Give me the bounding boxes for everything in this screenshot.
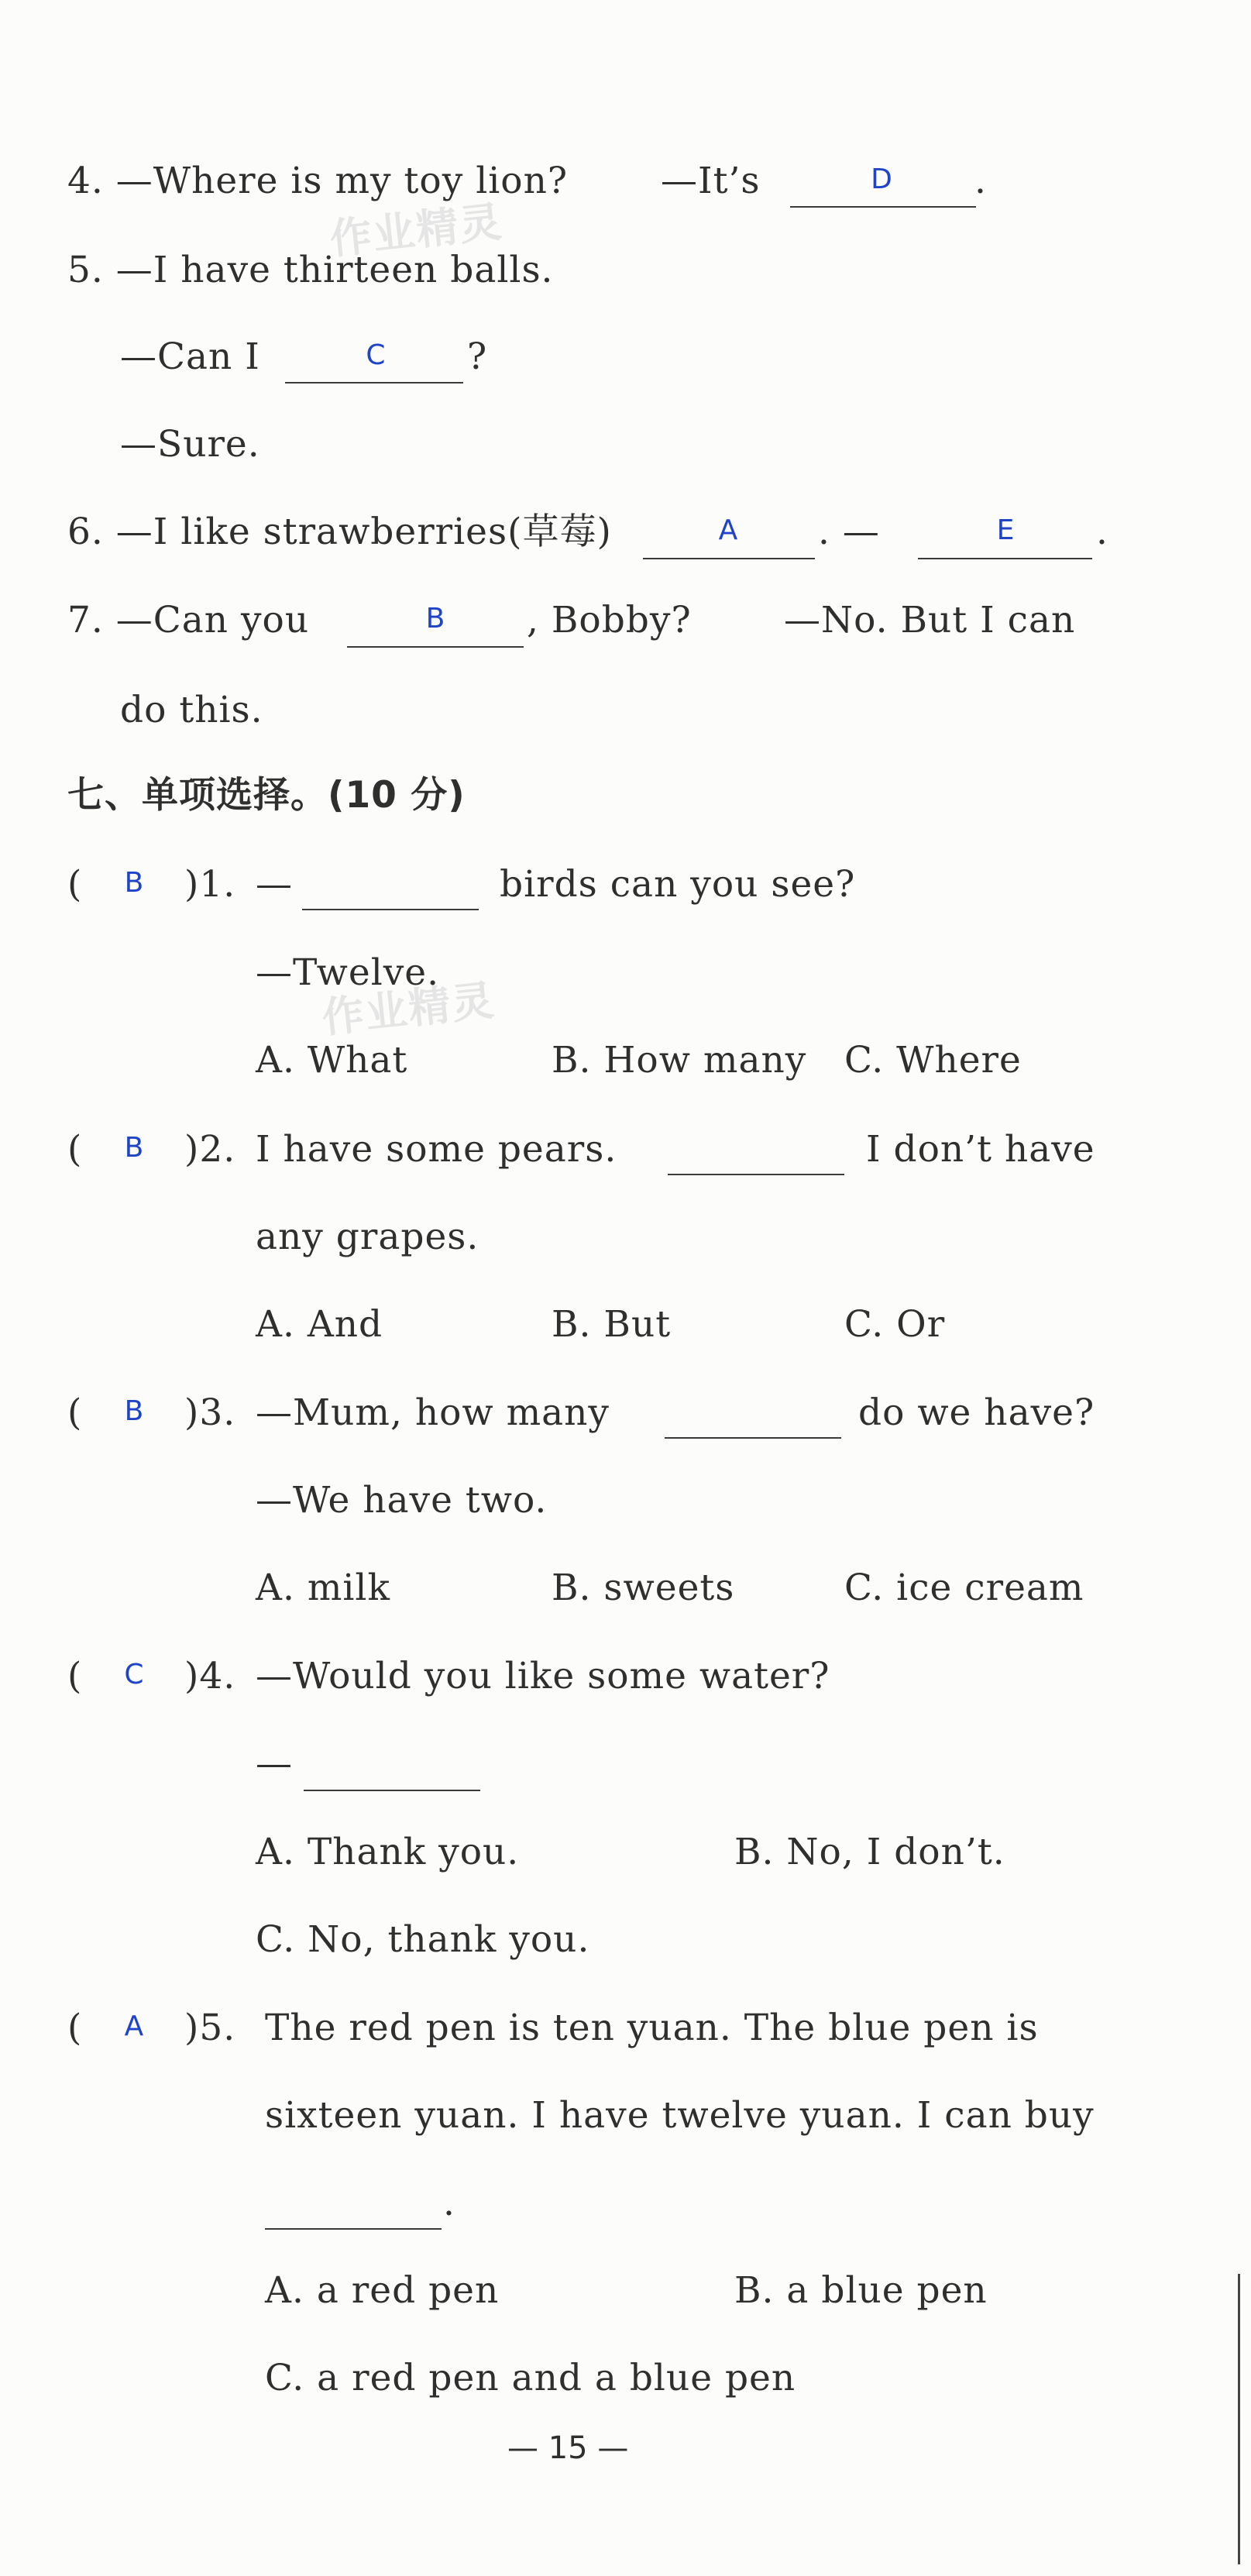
q7-rest: , Bobby? (527, 599, 692, 641)
q4-reply: —It’s (661, 160, 761, 202)
choice-3-option-c: C. ice cream (844, 1567, 1084, 1609)
choice-5-text-a: The red pen is ten yuan. The blue pen is (265, 2007, 1039, 2049)
choice-2-text-b: I don’t have (866, 1128, 1095, 1171)
choice-1-text-b: birds can you see? (500, 863, 856, 906)
choice-1-blank (302, 909, 479, 910)
q4-text: 4. —Where is my toy lion? (67, 160, 569, 202)
q6-end: . (1096, 511, 1108, 553)
choice-4-answer: C (124, 1659, 144, 1690)
page-number: — 15 — (507, 2430, 629, 2466)
q7-text: 7. —Can you (67, 599, 310, 641)
choice-1-option-a: A. What (256, 1039, 408, 1082)
page-edge-line (1238, 2274, 1240, 2564)
choice-1-answer: B (124, 867, 144, 899)
choice-4-line2: — (256, 1742, 293, 1785)
q5-end: ? (467, 335, 488, 378)
choice-4-option-b: B. No, I don’t. (734, 1831, 1005, 1873)
choice-3-number: )3. (184, 1391, 236, 1434)
choice-4-text-a: —Would you like some water? (256, 1655, 830, 1697)
q6-blank-2 (918, 558, 1092, 559)
q7-reply: —No. But I can (784, 599, 1076, 641)
choice-1-option-b: B. How many (552, 1039, 807, 1082)
q5-line1: 5. —I have thirteen balls. (67, 249, 554, 291)
choice-2-paren: ( (67, 1128, 82, 1171)
choice-1-option-c: C. Where (844, 1039, 1022, 1082)
q4-blank (790, 206, 976, 208)
choice-4-option-a: A. Thank you. (256, 1831, 520, 1873)
choice-5-answer: A (124, 2010, 144, 2042)
q6-mid: . — (818, 511, 880, 553)
q5-blank (285, 382, 463, 383)
q5-line3: —Sure. (120, 423, 260, 466)
choice-3-paren: ( (67, 1391, 82, 1434)
choice-3-text-b: do we have? (858, 1391, 1095, 1434)
choice-2-option-b: B. But (552, 1303, 672, 1346)
q6-answer-2: E (996, 514, 1015, 546)
choice-5-line2: sixteen yuan. I have twelve yuan. I can buy (265, 2094, 1095, 2137)
choice-5-paren: ( (67, 2007, 82, 2049)
choice-3-option-b: B. sweets (552, 1567, 735, 1609)
choice-2-option-a: A. And (256, 1303, 383, 1346)
choice-2-option-c: C. Or (844, 1303, 946, 1346)
choice-5-option-a: A. a red pen (265, 2269, 500, 2312)
choice-1-line2: —Twelve. (256, 951, 440, 994)
watermark: 作业精灵 (319, 975, 498, 1043)
choice-4-option-c: C. No, thank you. (256, 1918, 590, 1961)
q7-answer: B (425, 603, 445, 635)
q7-line2: do this. (120, 689, 263, 731)
choice-3-answer: B (124, 1395, 144, 1427)
choice-2-number: )2. (184, 1128, 236, 1171)
choice-4-blank (304, 1790, 480, 1791)
choice-5-option-c: C. a red pen and a blue pen (265, 2357, 796, 2399)
choice-3-blank (665, 1437, 841, 1439)
watermark: 作业精灵 (327, 197, 506, 264)
q4-end: . (974, 160, 987, 202)
choice-1-paren: ( (67, 863, 82, 906)
q6-answer-1: A (718, 514, 738, 546)
choice-1-number: )1. (184, 863, 236, 906)
q4-answer: D (871, 163, 892, 195)
q5-line2: —Can I (120, 335, 260, 378)
q7-blank (347, 646, 524, 648)
choice-3-line2: —We have two. (256, 1479, 548, 1522)
choice-4-number: )4. (184, 1655, 236, 1697)
choice-3-text-a: —Mum, how many (256, 1391, 610, 1434)
choice-5-line3: . (443, 2182, 455, 2224)
choice-3-option-a: A. milk (256, 1567, 390, 1609)
q6-text: 6. —I like strawberries(草莓) (67, 511, 612, 553)
q5-answer: C (366, 339, 386, 371)
choice-2-text-a: I have some pears. (256, 1128, 617, 1171)
q6-blank-1 (643, 558, 815, 559)
choice-2-line2: any grapes. (256, 1216, 479, 1258)
section-title: 七、单项选择。(10 分) (67, 774, 466, 817)
choice-2-answer: B (124, 1132, 144, 1164)
choice-1-text-a: — (256, 863, 293, 906)
choice-2-blank (668, 1174, 844, 1175)
choice-5-blank (265, 2228, 442, 2230)
choice-5-number: )5. (184, 2007, 236, 2049)
choice-4-paren: ( (67, 1655, 82, 1697)
choice-5-option-b: B. a blue pen (734, 2269, 988, 2312)
